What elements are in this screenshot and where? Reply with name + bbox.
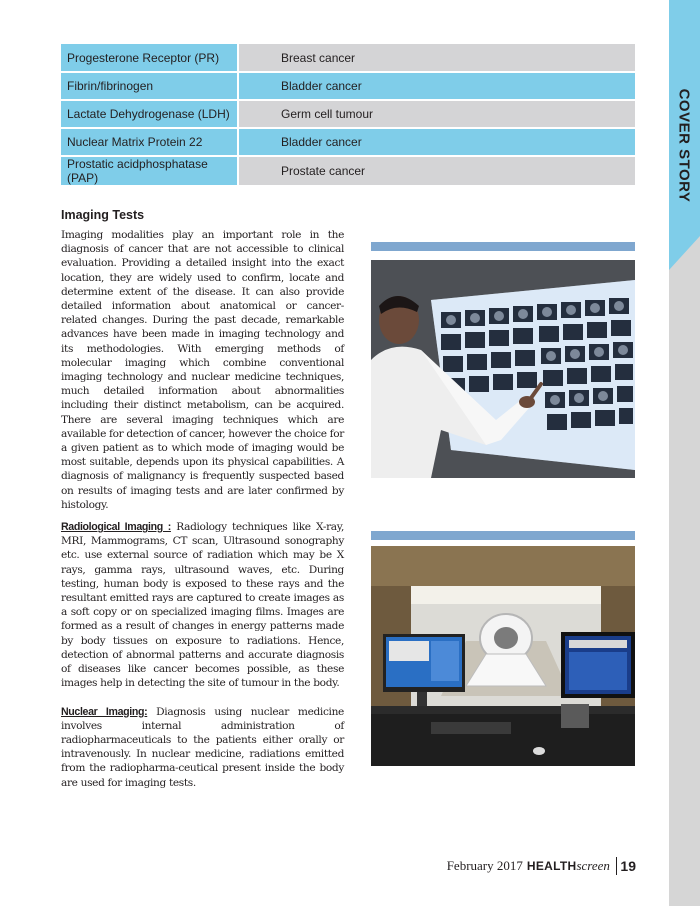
section-label: [668, 88, 700, 202]
section-tab-corner: [669, 236, 700, 270]
cancer-cell: Bladder cancer: [238, 128, 635, 156]
article-text-column: [61, 208, 344, 798]
cancer-cell: Prostate cancer: [238, 156, 635, 186]
ct-scanner-photo: [371, 546, 635, 766]
cancer-cell: Bladder cancer: [238, 72, 635, 100]
radiological-text: Radiology techniques like X-ray, MRI, Mammograms, CT scan, Ultrasound sonography etc. use external source of radiation which may be X rays, gamma rays, ultrasound waves, etc. During testing, human body is exposed to these rays and the resultant emitted rays are captured to create images as a soft copy or on specialized imaging films. Images are formed as a result of changes in energy patterns made by body tissues on exposure to radiations. Hence, detection of abnormal patterns and accurate diagnosis of diseases like cancer becomes possible, as these images help in detecting the site of tumour in the body.: [61, 521, 345, 690]
table-row: [61, 44, 635, 72]
nuclear-text: Diagnosis using nuclear medicine involves internal administration of radiopharmaceuticals to the patients either orally or intravenously. In nuclear medicine, radiations emitted from the radiopharma-ceutical present inside the body are used for imaging tests.: [61, 705, 344, 789]
nuclear-lead: Nuclear Imaging:: [61, 705, 148, 718]
cancer-cell: Breast cancer: [238, 44, 635, 72]
table-row: [61, 100, 635, 128]
table-row: [61, 72, 635, 100]
intro-paragraph: Imaging modalities play an important role in the diagnosis of cancer that are not accessible to clinical evaluation. Providing a detailed insight into the exact location, they are widely used to confirm, locate and determine extent of the disease. It can also provide detailed information about anatomical or cancer-related changes. During the past decade, remarkable advances have been made in imaging technology and its methodologies. With emerging methods of molecular imaging which combine conventional imaging technology and nuclear medicine techniques, much detailed information about abnormalities including their distinct metabolism, can be acquired. There are several imaging techniques which are available for detection of cancer, however the choice for a given patient as to which mode of imaging would be most suitable, depends upon its physical capabilities. A diagnosis of malignancy is frequently suspected based on results of imaging tests and are later confirmed by histology.: [61, 229, 344, 511]
section-heading: Imaging Tests: [61, 208, 145, 222]
footer-date: February 2017: [446, 858, 523, 873]
marker-cell: Prostatic acidphosphatase (PAP): [61, 156, 238, 186]
nuclear-paragraph: [61, 705, 344, 790]
radiological-paragraph: [61, 520, 344, 690]
radiological-lead: Radiological Imaging :: [61, 521, 171, 534]
photo-accent-bar: [371, 242, 635, 251]
photo-accent-bar: [371, 531, 635, 540]
marker-cell: Progesterone Receptor (PR): [61, 44, 238, 72]
footer-brand: HEALTH: [526, 859, 577, 873]
tumour-marker-table: [61, 44, 635, 187]
page-number: 19: [620, 858, 636, 874]
ct-room-illustration: [371, 546, 635, 766]
footer-brand-script: screen: [576, 858, 610, 873]
marker-cell: Lactate Dehydrogenase (LDH): [61, 100, 238, 128]
doctor-xray-illustration: [371, 260, 635, 478]
section-label-text: COVER STORY: [675, 88, 693, 202]
table-row: [61, 128, 635, 156]
page-footer: [447, 857, 636, 875]
footer-divider: [616, 857, 618, 875]
marker-cell: Nuclear Matrix Protein 22: [61, 128, 238, 156]
doctor-xray-photo: [371, 260, 635, 478]
cancer-cell: Germ cell tumour: [238, 100, 635, 128]
table-row: [61, 156, 635, 186]
marker-cell: Fibrin/fibrinogen: [61, 72, 238, 100]
